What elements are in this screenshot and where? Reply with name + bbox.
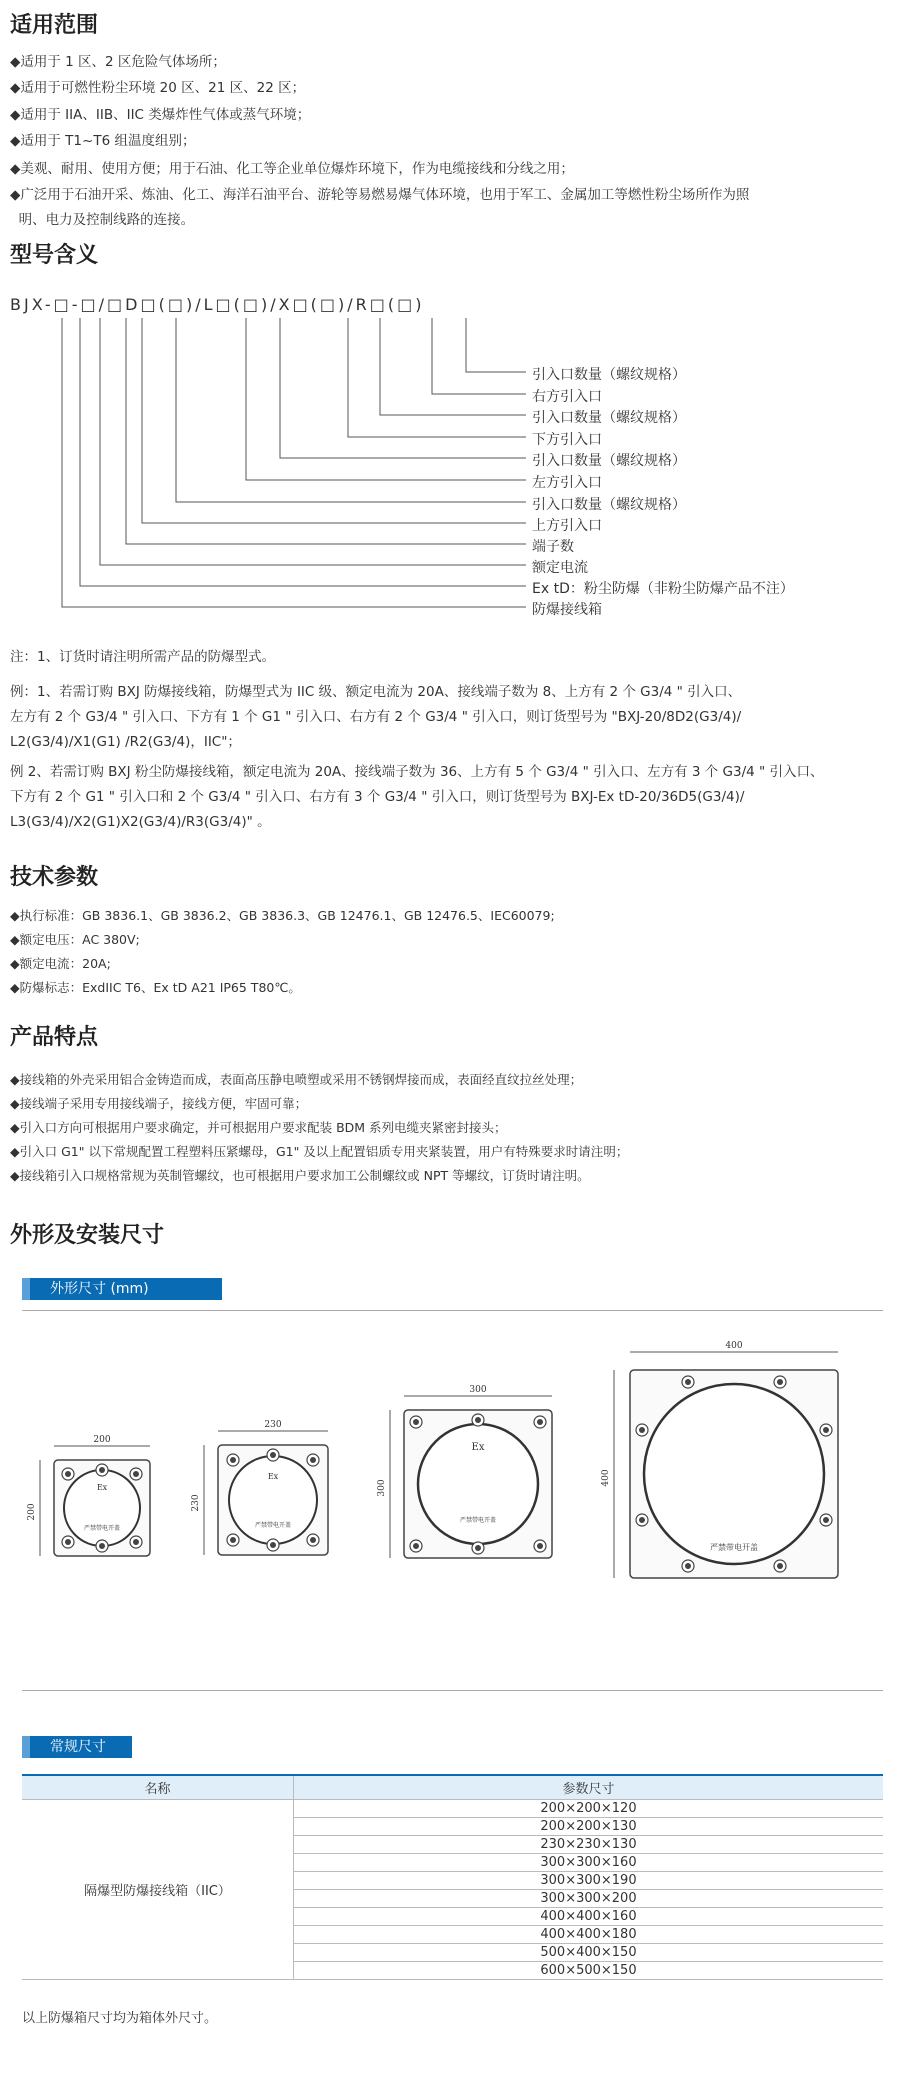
list-item: ◆适用于可燃性粉尘环境 20 区、21 区、22 区； — [10, 80, 306, 96]
drawing-300 — [377, 1385, 552, 1558]
list-item: ◆防爆标志：ExdIIC T6、Ex tD A21 IP65 T80℃。 — [10, 980, 301, 995]
drawing-height-label: 200 — [27, 1503, 37, 1521]
legend-item: 引入口数量（螺纹规格） — [532, 453, 686, 469]
list-item: ◆引入口方向可根据用户要求确定，并可根据用户要求配装 BDM 系列电缆夹紧密封接头； — [10, 1120, 507, 1135]
drawing-mark: Ex — [471, 1442, 485, 1453]
legend-item: 上方引入口 — [532, 518, 602, 534]
list-item: 明、电力及控制线路的连接。 — [10, 212, 195, 228]
list-item: ◆适用于 1 区、2 区危险气体场所； — [10, 54, 226, 70]
table-header: 参数尺寸 — [294, 1775, 884, 1800]
legend-item: 下方引入口 — [532, 432, 602, 448]
list-item: ◆引入口 G1" 以下常规配置工程塑料压紧螺母，G1" 及以上配置铝质专用夹紧装置，用户有特殊要求时请注明； — [10, 1144, 629, 1159]
list-item: ◆适用于 T1~T6 组温度组别； — [10, 133, 196, 149]
table-cell: 500×400×150 — [294, 1944, 884, 1962]
list-item: ◆执行标准：GB 3836.1、GB 3836.2、GB 3836.3、GB 12476.1、GB 12476.5、IEC60079; — [10, 908, 555, 923]
drawing-mark: Ex — [96, 1483, 108, 1492]
legend-item: 引入口数量（螺纹规格） — [532, 410, 686, 426]
note-line: 注：1、订货时请注明所需产品的防爆型式。 — [10, 649, 276, 665]
section-title-features: 产品特点 — [10, 1025, 99, 1050]
list-item: ◆接线箱引入口规格常规为英制管螺纹，也可根据用户要求加工公制螺纹或 NPT 等螺纹，订货时请注明。 — [10, 1168, 590, 1183]
note-line: 例 2、若需订购 BXJ 粉尘防爆接线箱，额定电流为 20A、接线端子数为 36、上方有 5 个 G3/4 " 引入口、左方有 3 个 G3/4 " 引入口、 — [10, 764, 824, 780]
note-line: L3(G3/4)/X2(G1)X2(G3/4)/R3(G3/4)" 。 — [10, 814, 271, 830]
dimensions-table — [22, 1774, 883, 1980]
drawing-200 — [27, 1435, 150, 1556]
section-title-tech: 技术参数 — [10, 865, 99, 890]
drawing-width-label: 400 — [725, 1341, 743, 1351]
note-line: L2(G3/4)/X1(G1) /R2(G3/4)，IIC"； — [10, 734, 241, 750]
section-title-range: 适用范围 — [10, 13, 99, 38]
legend-item: 引入口数量（螺纹规格） — [532, 367, 686, 383]
table-cell: 300×300×160 — [294, 1854, 884, 1872]
section-title-model: 型号含义 — [10, 243, 99, 268]
table-cell: 230×230×130 — [294, 1836, 884, 1854]
legend-item: 引入口数量（螺纹规格） — [532, 497, 686, 513]
model-code: BJX-□-□/□D□(□)/L□(□)/X□(□)/R□(□) — [10, 295, 425, 314]
legend-item: 左方引入口 — [532, 475, 602, 491]
section-title-dimensions: 外形及安装尺寸 — [10, 1223, 165, 1248]
table-cell: 600×500×150 — [294, 1962, 884, 1980]
divider — [22, 1690, 883, 1691]
drawing-width-label: 200 — [93, 1435, 111, 1445]
drawing-width-label: 230 — [264, 1420, 282, 1430]
note-line: 下方有 2 个 G1 " 引入口和 2 个 G3/4 " 引入口、右方有 3 个 G3/4 " 引入口，则订货型号为 BXJ-Ex tD-20/36D5(G3/4)/ — [10, 789, 745, 805]
legend-item: 端子数 — [532, 539, 574, 555]
note-line: 例：1、若需订购 BXJ 防爆接线箱，防爆型式为 IIC 级、额定电流为 20A、接线端子数为 8、上方有 2 个 G3/4 " 引入口、 — [10, 684, 742, 700]
band-outline-size: 外形尺寸 (mm) — [22, 1278, 222, 1300]
divider — [22, 1310, 883, 1311]
table-cell: 300×300×200 — [294, 1890, 884, 1908]
legend-item: Ex tD：粉尘防爆（非粉尘防爆产品不注） — [532, 581, 794, 597]
list-item: ◆额定电流：20A; — [10, 956, 111, 971]
drawing-width-label: 300 — [469, 1385, 487, 1395]
drawing-warning-label: 严禁带电开盖 — [459, 1517, 497, 1524]
table-cell-name: 隔爆型防爆接线箱（IIC） — [22, 1800, 294, 1980]
footnote: 以上防爆箱尺寸均为箱体外尺寸。 — [22, 2011, 218, 2026]
drawing-mark: Ex — [267, 1472, 279, 1481]
legend-item: 防爆接线箱 — [532, 602, 602, 618]
list-item: ◆接线端子采用专用接线端子，接线方便，牢固可靠； — [10, 1096, 308, 1111]
table-cell: 200×200×120 — [294, 1800, 884, 1818]
drawing-warning-label: 严禁带电开盖 — [710, 1543, 758, 1552]
drawing-warning-label: 严禁带电开盖 — [83, 1525, 121, 1532]
list-item: ◆美观、耐用、使用方便；用于石油、化工等企业单位爆炸环境下，作为电缆接线和分线之用； — [10, 161, 574, 177]
table-header-row — [22, 1775, 883, 1800]
drawing-height-label: 300 — [377, 1479, 387, 1497]
legend-item: 额定电流 — [532, 560, 588, 576]
table-cell: 300×300×190 — [294, 1872, 884, 1890]
band-common-size: 常规尺寸 — [22, 1736, 132, 1758]
table-cell: 400×400×160 — [294, 1908, 884, 1926]
table-cell: 400×400×180 — [294, 1926, 884, 1944]
drawing-warning-label: 严禁带电开盖 — [254, 1522, 292, 1529]
legend-item: 右方引入口 — [532, 389, 602, 405]
outline-drawings — [0, 1330, 900, 1630]
drawing-230 — [191, 1420, 328, 1555]
list-item: ◆适用于 IIA、IIB、IIC 类爆炸性气体或蒸气环境； — [10, 107, 311, 123]
table-row — [22, 1800, 883, 1818]
note-line: 左方有 2 个 G3/4 " 引入口、下方有 1 个 G1 " 引入口、右方有 2 个 G3/4 " 引入口，则订货型号为 "BXJ-20/8D2(G3/4)/ — [10, 709, 742, 725]
list-item: ◆接线箱的外壳采用铝合金铸造而成，表面高压静电喷塑或采用不锈钢焊接而成，表面经直纹拉丝处理； — [10, 1072, 583, 1087]
model-legend-leaders — [0, 0, 900, 640]
drawing-400 — [601, 1341, 838, 1578]
table-cell: 200×200×130 — [294, 1818, 884, 1836]
drawing-height-label: 230 — [191, 1494, 201, 1512]
list-item: ◆额定电压：AC 380V; — [10, 932, 140, 947]
list-item: ◆广泛用于石油开采、炼油、化工、海洋石油平台、游轮等易燃易爆气体环境，也用于军工、金属加工等燃性粉尘场所作为照 — [10, 187, 750, 203]
drawing-height-label: 400 — [601, 1469, 611, 1487]
table-header: 名称 — [22, 1775, 294, 1800]
